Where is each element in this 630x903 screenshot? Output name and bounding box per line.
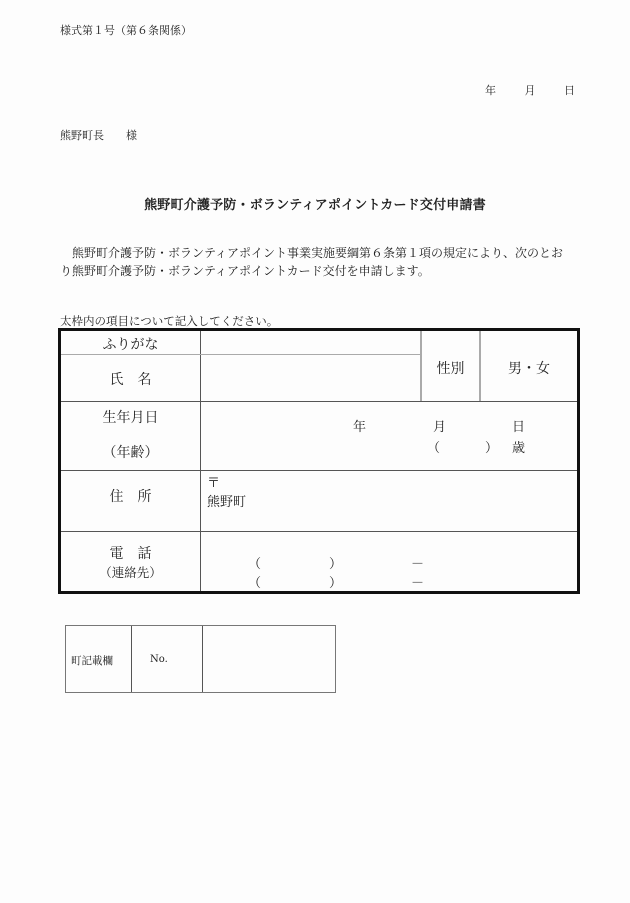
furigana-divider bbox=[61, 354, 420, 355]
application-statement: 熊野町介護予防・ボランティアポイント事業実施要綱第６条第１項の規定により、次のとおり熊野町介護予防・ボランティアポイントカード交付を申請します。 bbox=[60, 246, 564, 278]
date-year-label: 年 bbox=[485, 84, 496, 97]
name-label: 氏 名 bbox=[109, 372, 152, 388]
address-prefix[interactable]: 熊野町 bbox=[207, 495, 247, 510]
number-label: No. bbox=[150, 654, 168, 665]
phone-2-open-paren: （ bbox=[248, 576, 262, 591]
age-label: （年齢） bbox=[102, 445, 159, 461]
name-field[interactable] bbox=[205, 357, 417, 399]
application-date bbox=[485, 82, 575, 98]
gender-options[interactable]: 男・女 bbox=[508, 361, 550, 377]
row-divider-1 bbox=[61, 401, 577, 402]
date-day-label: 日 bbox=[564, 84, 575, 97]
phone-2-dash: － bbox=[411, 576, 425, 591]
addressee-name: 熊野町長 bbox=[60, 129, 104, 142]
furigana-label: ふりがな bbox=[102, 337, 159, 353]
date-month-label: 月 bbox=[524, 84, 536, 97]
age-open-paren: （ bbox=[427, 441, 441, 456]
row-divider-2 bbox=[61, 470, 577, 471]
birthdate-label: 生年月日 bbox=[102, 410, 159, 426]
birth-year-label: 年 bbox=[353, 420, 367, 435]
addressee bbox=[60, 127, 137, 143]
furigana-field[interactable] bbox=[205, 333, 417, 353]
gender-label: 性別 bbox=[436, 361, 465, 377]
phone-1-dash: － bbox=[411, 557, 425, 572]
instruction-text: 太枠内の項目について記入してください。 bbox=[60, 314, 279, 328]
application-form-table bbox=[58, 328, 580, 594]
age-unit: 歳 bbox=[512, 441, 526, 456]
contact-label: （連絡先） bbox=[99, 565, 162, 580]
addressee-honorific: 様 bbox=[126, 129, 137, 142]
birth-month-label: 月 bbox=[433, 420, 447, 435]
age-close-paren: ） bbox=[485, 441, 499, 456]
birth-day-label: 日 bbox=[512, 420, 526, 435]
office-use-table bbox=[65, 625, 336, 693]
number-field[interactable] bbox=[206, 630, 334, 688]
address-label: 住 所 bbox=[109, 489, 152, 505]
phone-2-close-paren: ） bbox=[329, 576, 343, 591]
form-number: 様式第１号（第６条関係） bbox=[60, 24, 192, 37]
phone-1-close-paren: ） bbox=[329, 557, 343, 572]
office-use-label: 町記載欄 bbox=[71, 655, 113, 667]
phone-label: 電 話 bbox=[109, 546, 152, 562]
row-divider-3 bbox=[61, 531, 577, 532]
phone-1-open-paren: （ bbox=[248, 557, 262, 572]
document-title: 熊野町介護予防・ボランティアポイントカード交付申請書 bbox=[144, 198, 486, 213]
postal-mark: 〒 bbox=[207, 476, 221, 491]
office-divider-1 bbox=[131, 626, 132, 692]
office-divider-2 bbox=[202, 626, 203, 692]
column-divider bbox=[200, 331, 201, 591]
